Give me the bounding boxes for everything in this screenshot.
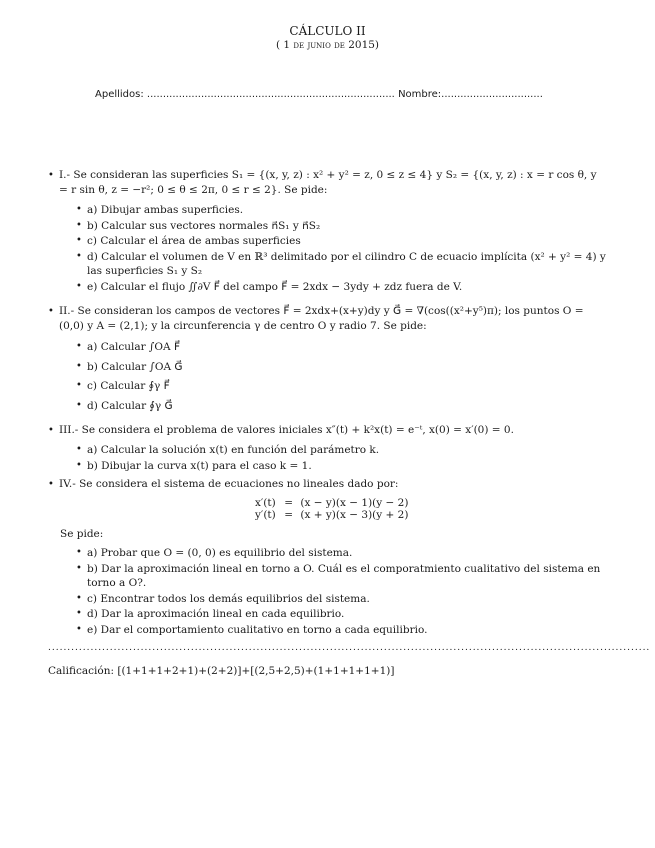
list-item: • d) Calcular ∮γ G⃗ [76, 399, 173, 412]
list-item: • a) Calcular la solución x(t) en función del parámetro k. [76, 444, 380, 456]
bullet-icon: • [76, 444, 82, 455]
exercise-2-items [48, 340, 608, 413]
bullet-icon: • [76, 547, 82, 558]
name-label: Nombre: [398, 89, 442, 100]
separator-line: ............................................................................................................................................................ [48, 643, 651, 653]
bullet-icon: • [76, 204, 82, 215]
list-item: • d) Dar la aproximación lineal en cada equilibrio. [76, 608, 345, 620]
bullet-icon: • [48, 425, 54, 436]
student-fields [95, 89, 543, 100]
exercise-3-items [48, 443, 608, 473]
list-item: • c) Encontrar todos los demás equilibrios del sistema. [76, 592, 370, 605]
bullet-icon: • [76, 459, 82, 471]
exam-date: ( 1 de junio de 2015) [275, 39, 380, 51]
bullet-icon: • [76, 360, 82, 372]
exercise-3 [48, 423, 608, 438]
exercise-4-items [48, 546, 608, 637]
list-item: • d) Calcular el volumen de V en ℝ³ delimitado por el cilindro C de ecuacio implícita (x² + y² = 4) y las superficies S₁ y S₂ [76, 250, 606, 277]
list-item: • e) Calcular el flujo ∬∂V F⃗ del campo F⃗ = 2xdx − 3ydy + zdz fuera de V. [76, 280, 463, 293]
exercise-2 [48, 304, 608, 334]
equation-system [252, 497, 422, 521]
grading-scheme: Calificación: [(1+1+1+2+1)+(2+2)]+[(2,5+2,5)+(1+1+1+1+1)] [48, 665, 395, 677]
exercise-4-request: Se pide: [60, 528, 104, 540]
exercise-4 [48, 477, 608, 492]
surname-label: Apellidos: [95, 89, 144, 100]
exercise-1-statement: I.- Se consideran las superficies S₁ = {(x, y, z) : x² + y² = z, 0 ≤ z ≤ 4} y S₂ = {(x, y, z) : x = r cos θ, y = r sin θ, z = −r²; 0 ≤ θ ≤ 2π, 0 ≤ r ≤ 2}. Se pide: [59, 169, 597, 196]
list-item: • c) Calcular ∮γ F⃗ [76, 380, 170, 392]
bullet-icon: • [76, 219, 82, 231]
list-item: • a) Dibujar ambas superficies. [76, 204, 244, 216]
exam-title: CÁLCULO II [289, 24, 366, 38]
surname-dots: .............................................................................. [146, 89, 395, 100]
list-item: • b) Dar la aproximación lineal en torno a O. Cuál es el comporatmiento cualitativo del sistema en torno a O?. [76, 562, 601, 589]
equation-row: y′(t) = (x + y)(x − 3)(y + 2) [255, 509, 409, 521]
exercise-1 [48, 168, 608, 198]
bullet-icon: • [76, 623, 82, 635]
bullet-icon: • [48, 479, 54, 490]
exercise-2-statement: II.- Se consideran los campos de vectores F⃗ = 2xdx+(x+y)dy y G⃗ = ∇(cos((x²+y⁵)π); los puntos O = (0,0) y A = (2,1); y la circunferencia γ de centro O y radio 7. Se pide: [59, 305, 584, 332]
bullet-icon: • [76, 608, 82, 619]
list-item: • b) Calcular sus vectores normales n⃗S₁ y n⃗S₂ [76, 219, 321, 232]
bullet-icon: • [76, 235, 82, 246]
list-item: • c) Calcular el área de ambas superficies [76, 235, 301, 247]
bullet-icon: • [48, 306, 54, 317]
bullet-icon: • [76, 562, 82, 574]
list-item: • a) Calcular ∫OA F⃗ [76, 341, 181, 353]
bullet-icon: • [76, 250, 82, 262]
bullet-icon: • [48, 170, 54, 181]
list-item: • b) Dibujar la curva x(t) para el caso k = 1. [76, 459, 312, 472]
bullet-icon: • [76, 280, 82, 292]
bullet-icon: • [76, 380, 82, 391]
bullet-icon: • [76, 399, 82, 411]
list-item: • b) Calcular ∫OA G⃗ [76, 360, 183, 373]
name-dots: ................................ [441, 89, 543, 100]
list-item: • e) Dar el comportamiento cualitativo en torno a cada equilibrio. [76, 623, 428, 636]
bullet-icon: • [76, 341, 82, 352]
list-item: • a) Probar que O = (0, 0) es equilibrio del sistema. [76, 547, 353, 559]
exercise-1-items [48, 203, 608, 294]
exercise-3-statement: III.- Se considera el problema de valores iniciales x″(t) + k²x(t) = e⁻ᵗ, x(0) = x′(0) = 0. [59, 424, 514, 436]
equation-row: x′(t) = (x − y)(x − 1)(y − 2) [255, 497, 409, 509]
exercise-4-statement: IV.- Se considera el sistema de ecuaciones no lineales dado por: [59, 478, 399, 490]
bullet-icon: • [76, 592, 82, 604]
